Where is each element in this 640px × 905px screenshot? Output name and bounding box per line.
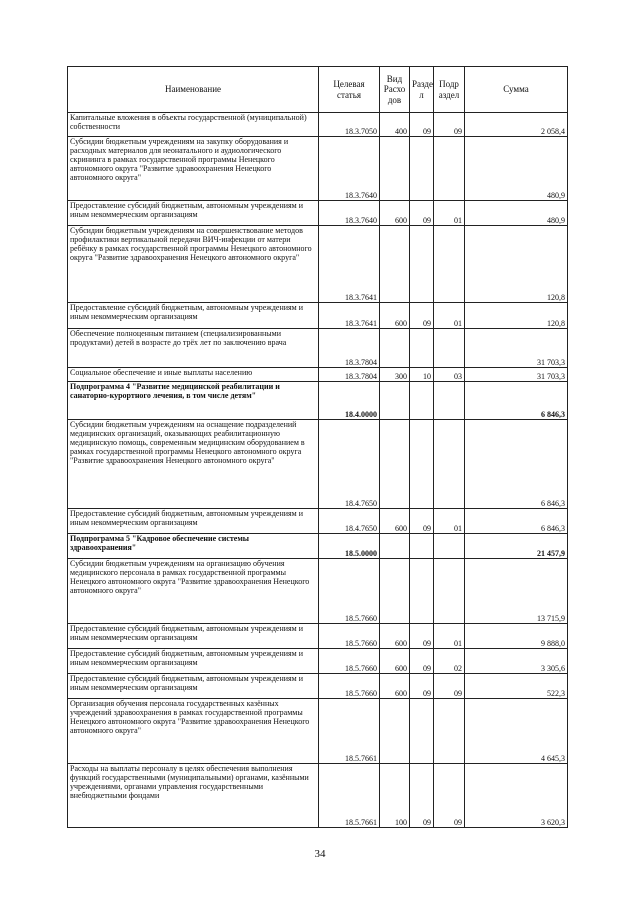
expense-type-cell: 600	[380, 509, 410, 534]
section-cell: 09	[410, 624, 434, 649]
subsection-cell	[434, 420, 465, 509]
expense-type-cell: 400	[380, 113, 410, 137]
section-cell: 09	[410, 509, 434, 534]
sum-cell: 120,8	[465, 226, 568, 303]
subsection-cell: 01	[434, 303, 465, 329]
section-cell: 09	[410, 674, 434, 699]
row-name-cell: Субсидии бюджетным учреждениям на организацию обучения медицинского персонала в рамках государственной программы Ненецкого автономного округа "Развитие здравоохранения Ненецкого автономного округа"	[68, 559, 319, 624]
table-row	[68, 382, 568, 420]
section-cell: 09	[410, 303, 434, 329]
table-row	[68, 420, 568, 509]
expense-type-cell	[380, 382, 410, 420]
sum-cell: 31 703,3	[465, 368, 568, 382]
table-header-row	[68, 67, 568, 113]
expense-type-cell	[380, 699, 410, 764]
page-number: 34	[314, 848, 326, 860]
section-cell: 09	[410, 649, 434, 674]
subsection-cell	[434, 137, 465, 201]
subsection-cell	[434, 559, 465, 624]
section-cell	[410, 699, 434, 764]
subsection-cell	[434, 699, 465, 764]
expense-type-cell: 600	[380, 201, 410, 226]
target-article-cell: 18.3.7804	[319, 329, 380, 368]
sum-cell: 3 305,6	[465, 649, 568, 674]
header-subsection: Подр аздел	[434, 67, 465, 113]
target-article-cell: 18.5.0000	[319, 534, 380, 559]
expense-type-cell: 600	[380, 303, 410, 329]
section-cell	[410, 534, 434, 559]
sum-cell: 21 457,9	[465, 534, 568, 559]
header-expense-type: Вид Расхо дов	[380, 67, 410, 113]
section-cell	[410, 226, 434, 303]
table-row	[68, 559, 568, 624]
subsection-cell: 01	[434, 201, 465, 226]
section-cell: 09	[410, 113, 434, 137]
subsection-cell: 02	[434, 649, 465, 674]
expense-type-cell: 600	[380, 649, 410, 674]
row-name-cell: Обеспечение полноценным питанием (специализированными продуктами) детей в возрасте до трёх лет по заключению врача	[68, 329, 319, 368]
row-name-cell: Субсидии бюджетным учреждениям на совершенствование методов профилактики вертикальной передачи ВИЧ-инфекции от матери ребёнку в рамках государственной программы Ненецкого автономного округа "Развитие здравоохранения Ненецкого автономного округа"	[68, 226, 319, 303]
table-row	[68, 137, 568, 201]
target-article-cell: 18.3.7640	[319, 137, 380, 201]
target-article-cell: 18.5.7661	[319, 764, 380, 828]
sum-cell: 480,9	[465, 137, 568, 201]
row-name-cell: Субсидии бюджетным учреждениям на закупку оборудования и расходных материалов для неонатального и аудиологического скрининга в рамках государственной программы Ненецкого автономного округа "Развитие здравоохранения Ненецкого автономного округа"	[68, 137, 319, 201]
row-name-cell: Предоставление субсидий бюджетным, автономным учреждениям и иным некоммерческим организациям	[68, 303, 319, 329]
sum-cell: 480,9	[465, 201, 568, 226]
table-row	[68, 113, 568, 137]
row-name-cell: Организация обучения персонала государственных казённых учреждений здравоохранения в рамках государственной программы Ненецкого автономного округа "Развитие здравоохранения Ненецкого автономного округа"	[68, 699, 319, 764]
target-article-cell: 18.3.7804	[319, 368, 380, 382]
expense-type-cell: 300	[380, 368, 410, 382]
table-row	[68, 699, 568, 764]
table-row	[68, 368, 568, 382]
section-cell	[410, 420, 434, 509]
target-article-cell: 18.5.7660	[319, 624, 380, 649]
target-article-cell: 18.3.7050	[319, 113, 380, 137]
table-row	[68, 674, 568, 699]
target-article-cell: 18.4.0000	[319, 382, 380, 420]
header-name: Наименование	[68, 67, 319, 113]
section-cell: 10	[410, 368, 434, 382]
sum-cell: 31 703,3	[465, 329, 568, 368]
expense-type-cell	[380, 420, 410, 509]
expense-type-cell	[380, 534, 410, 559]
row-name-cell: Предоставление субсидий бюджетным, автономным учреждениям и иным некоммерческим организациям	[68, 674, 319, 699]
expense-type-cell	[380, 226, 410, 303]
table-row	[68, 649, 568, 674]
table-row	[68, 303, 568, 329]
row-name-cell: Социальное обеспечение и иные выплаты населению	[68, 368, 319, 382]
target-article-cell: 18.3.7641	[319, 226, 380, 303]
sum-cell: 2 058,4	[465, 113, 568, 137]
section-cell: 09	[410, 764, 434, 828]
sum-cell: 4 645,3	[465, 699, 568, 764]
section-cell	[410, 559, 434, 624]
target-article-cell: 18.4.7650	[319, 509, 380, 534]
budget-table-sheet	[67, 66, 568, 828]
header-sum: Сумма	[465, 67, 568, 113]
subsection-cell	[434, 226, 465, 303]
section-cell	[410, 382, 434, 420]
section-cell: 09	[410, 201, 434, 226]
expense-type-cell	[380, 329, 410, 368]
subsection-cell: 03	[434, 368, 465, 382]
subsection-cell	[434, 329, 465, 368]
header-target-article: Целевая статья	[319, 67, 380, 113]
section-cell	[410, 137, 434, 201]
target-article-cell: 18.5.7660	[319, 674, 380, 699]
row-name-cell: Предоставление субсидий бюджетным, автономным учреждениям и иным некоммерческим организациям	[68, 624, 319, 649]
sum-cell: 6 846,3	[465, 382, 568, 420]
table-row	[68, 226, 568, 303]
sum-cell: 6 846,3	[465, 420, 568, 509]
table-body	[68, 113, 568, 828]
expense-type-cell	[380, 137, 410, 201]
target-article-cell: 18.3.7641	[319, 303, 380, 329]
target-article-cell: 18.5.7660	[319, 559, 380, 624]
expense-type-cell: 100	[380, 764, 410, 828]
subsection-cell: 01	[434, 624, 465, 649]
sum-cell: 522,3	[465, 674, 568, 699]
target-article-cell: 18.4.7650	[319, 420, 380, 509]
sum-cell: 3 620,3	[465, 764, 568, 828]
subsection-cell: 09	[434, 113, 465, 137]
sum-cell: 13 715,9	[465, 559, 568, 624]
header-section: Разде л	[410, 67, 434, 113]
expense-type-cell	[380, 559, 410, 624]
target-article-cell: 18.3.7640	[319, 201, 380, 226]
table-row	[68, 624, 568, 649]
subsection-cell	[434, 382, 465, 420]
row-name-cell: Предоставление субсидий бюджетным, автономным учреждениям и иным некоммерческим организациям	[68, 201, 319, 226]
expense-type-cell: 600	[380, 674, 410, 699]
subsection-cell: 01	[434, 509, 465, 534]
table-row	[68, 534, 568, 559]
row-name-cell: Подпрограмма 5 "Кадровое обеспечение системы здравоохранения"	[68, 534, 319, 559]
table-row	[68, 509, 568, 534]
table-row	[68, 764, 568, 828]
budget-table	[67, 66, 568, 828]
section-cell	[410, 329, 434, 368]
row-name-cell: Предоставление субсидий бюджетным, автономным учреждениям и иным некоммерческим организациям	[68, 509, 319, 534]
sum-cell: 6 846,3	[465, 509, 568, 534]
row-name-cell: Подпрограмма 4 "Развитие медицинской реабилитации и санаторно-курортного лечения, в том числе детям"	[68, 382, 319, 420]
subsection-cell: 09	[434, 764, 465, 828]
sum-cell: 120,8	[465, 303, 568, 329]
table-row	[68, 201, 568, 226]
expense-type-cell: 600	[380, 624, 410, 649]
target-article-cell: 18.5.7660	[319, 649, 380, 674]
row-name-cell: Предоставление субсидий бюджетным, автономным учреждениям и иным некоммерческим организациям	[68, 649, 319, 674]
subsection-cell: 09	[434, 674, 465, 699]
table-row	[68, 329, 568, 368]
row-name-cell: Расходы на выплаты персоналу в целях обеспечения выполнения функций государственными (муниципальными) органами, казёнными учреждениями, органами управления государственными внебюджетными фондами	[68, 764, 319, 828]
sum-cell: 9 888,0	[465, 624, 568, 649]
row-name-cell: Субсидии бюджетным учреждениям на оснащение подразделений медицинских организаций, оказывающих реабилитационную медицинскую помощь, современным медицинским оборудованием в рамках государственной программы Ненецкого автономного округа "Развитие здравоохранения Ненецкого автономного округа"	[68, 420, 319, 509]
row-name-cell: Капитальные вложения в объекты государственной (муниципальной) собственности	[68, 113, 319, 137]
target-article-cell: 18.5.7661	[319, 699, 380, 764]
subsection-cell	[434, 534, 465, 559]
